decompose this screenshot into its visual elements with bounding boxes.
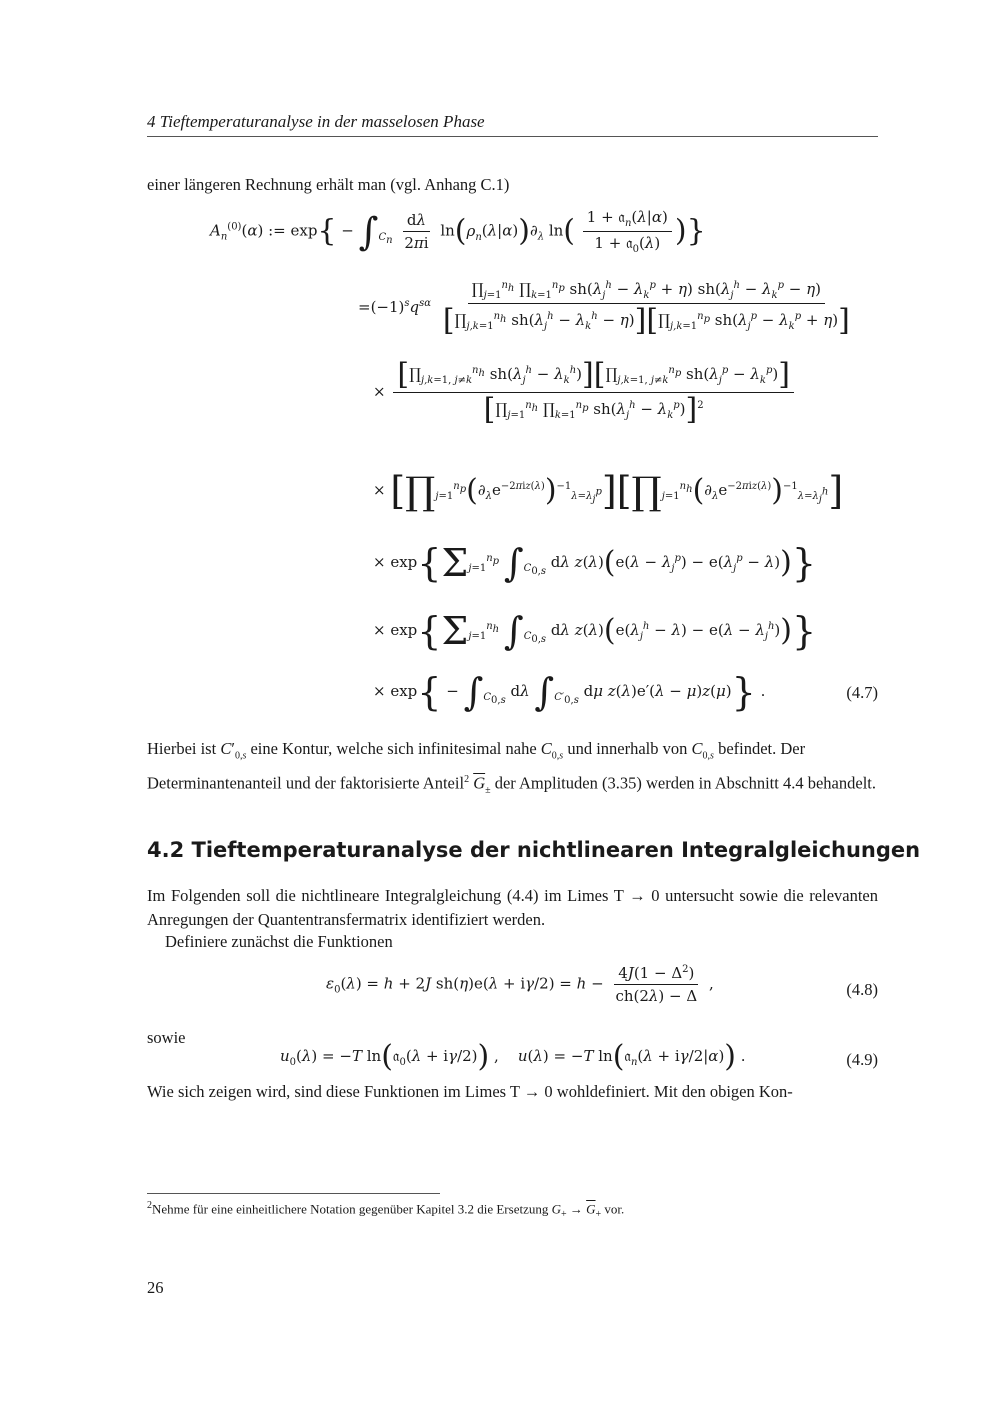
eq-4-7-line-1: $A_n^{(0)}(\alpha)$ := $\exp\{ - \int_{C_n}$ $\frac{d\lambda}{2\pi i}$ $\ln(\rho_n(\lambda|\alpha))\partial_\lambda$ ln( $\frac{1 + 𝔞_n(\lambda|\alpha)}{1 + 𝔞_0(\lambda)}$ )} [210,208,706,255]
section-paragraph-1: Im Folgenden soll die nichtlineare Integralgleichung (4.4) im Limes T → 0 untersucht sowie die relevanten Anregungen der Quantentransfermatrix identifiziert werden. [147,886,878,929]
eq-4-7-number: (4.7) [846,683,878,702]
final-paragraph: Wie sich zeigen wird, sind diese Funktionen im Limes T → 0 wohldefiniert. Mit den obigen Kon- [147,1082,793,1101]
eq-4-9: $u_0(\lambda) = -T$ ln(𝔞$_0$(λ + iγ/2)) , u(λ) = −T ln(𝔞$_n$(λ + iγ/2|α)) . [280,1039,746,1074]
eq-4-7-line-2: $=(-1)^sq^{s\alpha}$ $\frac{\prod_{j=1}^{n_h} \prod_{k=1}^{n_p} sh(\lambda_j^h - \lambda_k^p + \eta) sh(\lambda_j^h - \lambda_k^p - \eta)}{[\prod_{j,k=1}^{n_h} sh(\lambda_j^h - \lambda_k^h - \eta)][\prod_{j,k=1}^{n_p} sh(\lambda_j^p - \lambda_k^p + \eta)]}$ [358,280,850,338]
footnote-rule [147,1193,440,1194]
eq-4-8-number: (4.8) [846,980,878,999]
eq-4-7-line-7: × $\exp\{ - \int_{C_{0,s}}$ dλ $\int_{C'_{0,s}}$ dμ z(λ)e′(λ − μ)z(μ)} . [373,670,766,714]
eq-4-7-line-5: × $\exp\{\Sigma_{j=1}^{n_p}$ $\int_{C_{0,s}}$ dλ $z(\lambda)(e(\lambda - \lambda_j^p) - e(\lambda_j^p - \lambda))$} [373,541,817,585]
section-title: 4.2 Tieftemperaturanalyse der nichtlinearen Integralgleichungen [147,838,921,862]
running-header: 4 Tieftemperaturanalyse in der masselosen Phase [147,112,485,131]
section-paragraph-2: Definiere zunächst die Funktionen [165,932,393,951]
intro-text: einer längeren Rechnung erhält man (vgl. Anhang C.1) [147,175,510,194]
paragraph-after-eq-4-7: Hierbei ist $C'_{0,s}$ eine Kontur, welche sich infinitesimal nahe $C_{0,s}$ und innerhalb von $C_{0,s}$ befindet. Der Determinantenanteil und der faktorisierte Anteil$^2$ $\overline{G}_\pm$ der Amplituden (3.35) werden in Abschnitt 4.4 behandelt. [147,739,876,797]
word-sowie: sowie [147,1028,186,1047]
eq-4-7-line-3: × $\frac{[\prod_{j,k=1, j\ne k}^{n_h} sh(\lambda_j^h - \lambda_k^h)][\prod_{j,k=1, j\ne k}^{n_p} sh(\lambda_j^p - \lambda_k^p)]}{[\prod_{j=1}^{n_h} \prod_{k=1}^{n_p} sh(\lambda_j^h - \lambda_k^p)]^2}$ [373,360,797,425]
eq-4-9-number: (4.9) [846,1050,878,1069]
eq-4-8: $\varepsilon_0(\lambda) = h + 2J$ sh(η)e(λ + iγ/2) = h − $\frac{4J(1 - \Delta^2)}{ch(2\lambda) - \Delta}$ , [326,964,714,1005]
footnote-marker: 2 [464,774,470,786]
eq-4-7-line-6: × $\exp\{\Sigma_{j=1}^{n_h}$ $\int_{C_{0,s}}$ dλ $z(\lambda)(e(\lambda_j^h - \lambda) - e(\lambda - \lambda_j^h))$} [373,609,817,653]
footnote-number: 2 [147,1200,152,1211]
footnote: $^2$Nehme für eine einheitlichere Notation gegenüber Kapitel 3.2 die Ersetzung $G_+ \to \overline{G}_+$ vor. [147,1200,625,1220]
page-number: 26 [147,1278,164,1297]
header-rule [147,136,878,137]
eq-4-7-line-4: × $[\prod_{j=1}^{n_p}(\partial_\lambda e^{-2\pi iz(\lambda)})^{-1}_{\lambda=\lambda_j^p}][\prod_{j=1}^{n_h}(\partial_\lambda e^{-2\pi iz(\lambda)})^{-1}_{\lambda=\lambda_j^h}]$ [373,469,844,513]
